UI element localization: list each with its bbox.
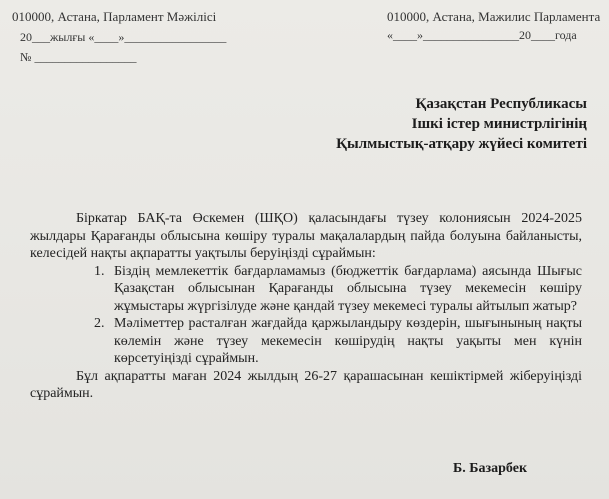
address-kazakh: 010000, Астана, Парламент Мәжілісі bbox=[12, 9, 217, 24]
signature-name: Б. Базарбек bbox=[453, 461, 528, 476]
recipient-line-country: Қазақстан Республикасы bbox=[415, 96, 587, 112]
request-item-2: 2. Мәліметтер расталған жағдайда қаржыландыру көздерін, шығынының нақты көлемін және түзеу мекемесін көшірудің нақты уақыты мен күнін көрсетуіңізді сұраймын. bbox=[108, 315, 582, 368]
letter-body bbox=[30, 210, 582, 403]
recipient-line-ministry: Ішкі істер министрлігінің bbox=[411, 116, 587, 132]
date-field-kazakh: 20___жылғы «____»_________________ bbox=[20, 30, 227, 44]
intro-paragraph: Біркатар БАҚ-та Өскемен (ШҚО) қаласындағы түзеу колониясын 2024-2025 жылдары Қарағанды облысына көшіру туралы мақалалардың пайда болуына байланысты, келесідей нақты ақпаратты уақтылы беруіңізді сұраймын: bbox=[30, 211, 582, 261]
document-number-field: № _________________ bbox=[20, 50, 137, 64]
date-field-russian: «____»________________20____года bbox=[387, 28, 577, 42]
address-russian: 010000, Астана, Мажилис Парламента bbox=[387, 9, 601, 24]
recipient-block bbox=[336, 94, 587, 154]
closing-paragraph: Бұл ақпаратты маған 2024 жылдың 26-27 қарашасынан кешіктірмей жіберуіңізді сұраймын. bbox=[30, 368, 582, 401]
request-list bbox=[30, 263, 582, 368]
request-item-1: 1. Біздің мемлекеттік бағдарламамыз (бюджеттік бағдарлама) аясында Шығыс Қазақстан облысынан Қарағанды облысына түзеу мекемесін көшіру жұмыстары жүргізілуде және қандай түзеу мекемесі туралы айтылып жатыр? bbox=[108, 263, 582, 316]
recipient-line-committee: Қылмыстық-атқару жүйесі комитеті bbox=[336, 136, 587, 152]
